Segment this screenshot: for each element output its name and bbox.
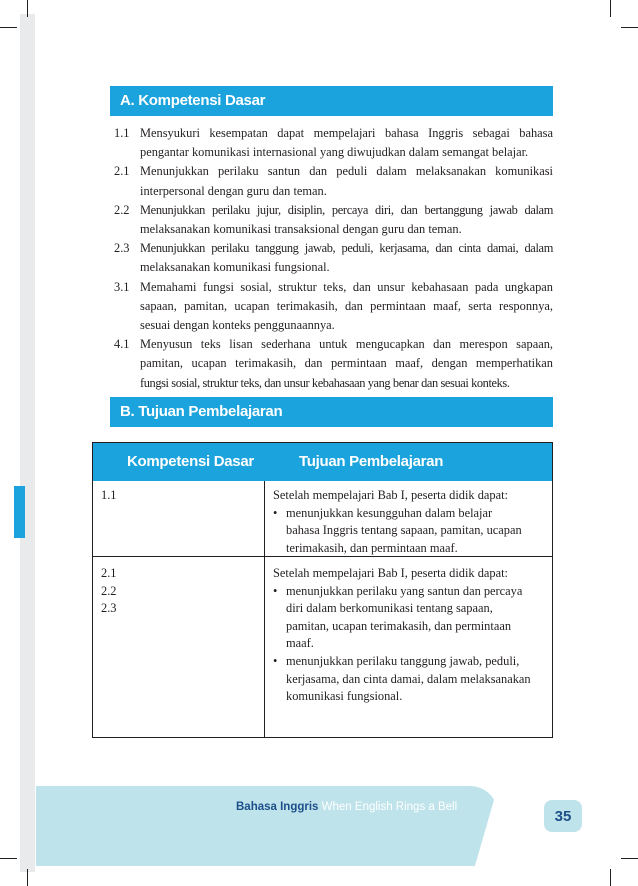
tujuan-bullet <box>273 505 545 558</box>
kd-line: melaksanakan komunikasi transaksional dengan guru dan teman. <box>140 222 462 237</box>
bullet-line: menunjukkan perilaku tanggung jawab, peduli, <box>286 653 520 668</box>
kd-code: 2.3 <box>101 601 117 616</box>
page-number: 35 <box>544 800 582 832</box>
kd-line: melaksanakan komunikasi fungsional. <box>140 260 330 275</box>
book-subtitle: When English Rings a Bell <box>321 801 458 813</box>
kd-line: Menunjukkan perilaku santun dan peduli dalam melaksanakan komunikasi <box>140 164 553 179</box>
bullet-icon: • <box>273 653 278 668</box>
table-row-2-tujuan <box>273 565 545 706</box>
bullet-line: komunikasi fungsional. <box>286 689 403 704</box>
bullet-text <box>286 583 545 653</box>
footer-band <box>36 786 498 866</box>
chapter-tab-marker <box>14 486 25 538</box>
bullet-line: terimakasih, dan permintaan maaf. <box>286 540 458 555</box>
kd-text <box>140 239 553 277</box>
kd-number: 2.2 <box>114 202 130 217</box>
kd-line: interpersonal dengan guru dan teman. <box>140 183 327 198</box>
kd-number: 2.3 <box>114 241 130 256</box>
kd-item <box>110 201 553 239</box>
tujuan-bullet <box>273 583 545 653</box>
kd-text <box>140 162 553 200</box>
kd-text <box>140 124 553 162</box>
left-margin-strip <box>20 14 35 872</box>
kd-item <box>110 335 553 393</box>
kd-item <box>110 124 553 162</box>
kd-number: 1.1 <box>114 126 130 140</box>
kd-line: fungsi sosial, struktur teks, dan unsur kebahasaan yang benar dan sesuai konteks. <box>140 375 510 390</box>
bullet-text <box>286 653 545 706</box>
kd-item <box>110 239 553 277</box>
bullet-line: maaf. <box>286 636 314 651</box>
bullet-text <box>286 505 545 558</box>
table-row-1-tujuan <box>273 487 545 557</box>
kd-text <box>140 201 553 239</box>
kd-line: pengantar komunikasi internasional yang diwujudkan dalam semangat belajar. <box>140 145 529 160</box>
table-row-1-kd <box>101 487 117 505</box>
kd-text <box>140 335 553 393</box>
bullet-line: pamitan, ucapan terimakasih, dan permintaan <box>286 618 512 633</box>
section-a-heading <box>110 86 553 116</box>
kd-code: 1.1 <box>101 488 117 502</box>
bullet-icon: • <box>273 583 278 598</box>
section-b-title: B. Tujuan Pembelajaran <box>120 403 283 420</box>
section-b-heading <box>110 397 553 427</box>
kd-line: pamitan, ucapan terimakasih, dan permintaan maaf, dengan memperhatikan <box>140 356 553 371</box>
footer-book-title <box>236 801 457 813</box>
bullet-line: menunjukkan kesungguhan dalam belajar <box>286 505 493 520</box>
kompetensi-dasar-list <box>110 124 553 393</box>
table-row-2-kd <box>101 565 117 618</box>
section-a-title: A. Kompetensi Dasar <box>120 92 266 109</box>
kd-number: 4.1 <box>114 337 130 352</box>
kd-line: Memahami fungsi sosial, struktur teks, dan unsur kebahasaan pada ungkapan <box>140 279 553 294</box>
bullet-line: diri dalam berkomunikasi tentang sapaan, <box>286 601 493 616</box>
tujuan-pembelajaran-table <box>92 442 553 738</box>
kd-line: Menyusun teks lisan sederhana untuk mengucapkan dan merespon sapaan, <box>140 337 553 352</box>
kd-line: Menunjukkan perilaku tanggung jawab, peduli, kerjasama, dan cinta damai, dalam <box>140 241 553 256</box>
table-column-divider <box>264 481 265 737</box>
bullet-line: menunjukkan perilaku yang santun dan percaya <box>286 583 523 598</box>
bullet-line: bahasa Inggris tentang sapaan, pamitan, ucapan <box>286 523 522 538</box>
book-title: Bahasa Inggris <box>236 801 319 813</box>
kd-item <box>110 162 553 200</box>
tujuan-intro: Setelah mempelajari Bab I, peserta didik dapat: <box>273 488 508 502</box>
kd-line: Menunjukkan perilaku jujur, disiplin, percaya diri, dan bertanggung jawab dalam <box>140 202 553 217</box>
kd-code: 2.1 <box>101 566 117 580</box>
header-kompetensi-dasar: Kompetensi Dasar <box>127 453 254 470</box>
kd-line: sapaan, pamitan, ucapan terimakasih, dan permintaan maaf, serta responnya, <box>140 298 553 313</box>
kd-item <box>110 278 553 336</box>
kd-line: Mensyukuri kesempatan dapat mempelajari bahasa Inggris sebagai bahasa <box>140 126 553 140</box>
tujuan-bullet <box>273 653 545 706</box>
kd-number: 2.1 <box>114 164 130 179</box>
kd-text <box>140 278 553 336</box>
kd-line: sesuai dengan konteks penggunaannya. <box>140 318 335 333</box>
tujuan-intro: Setelah mempelajari Bab I, peserta didik dapat: <box>273 566 508 580</box>
header-tujuan-pembelajaran: Tujuan Pembelajaran <box>299 453 444 470</box>
kd-code: 2.2 <box>101 583 117 598</box>
kd-number: 3.1 <box>114 279 130 294</box>
bullet-line: kerjasama, dan cinta damai, dalam melaksanakan <box>286 671 531 686</box>
bullet-icon: • <box>273 505 278 520</box>
table-header <box>93 443 552 481</box>
